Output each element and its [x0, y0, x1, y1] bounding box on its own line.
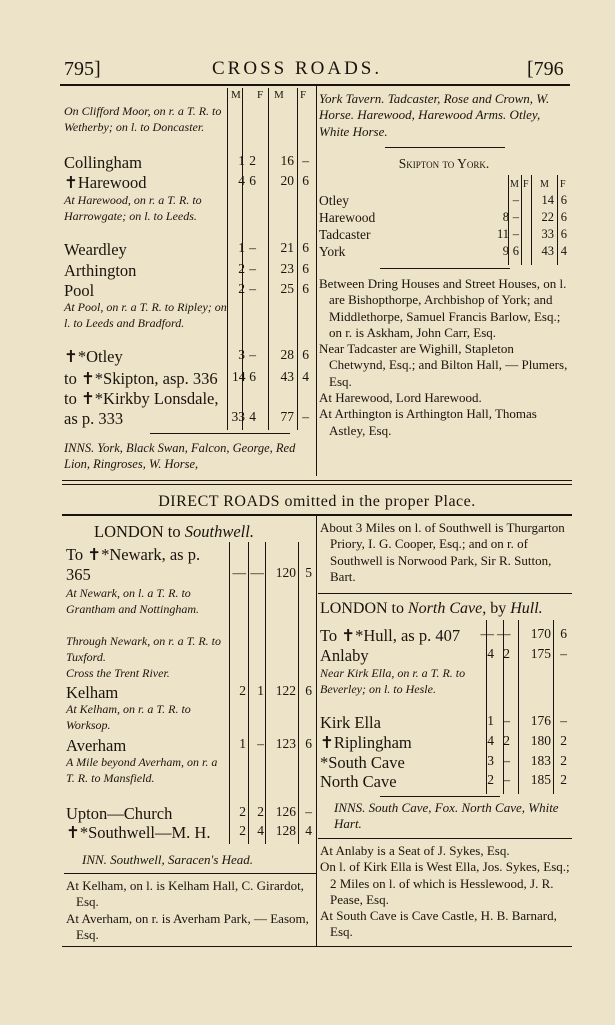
section-rule — [318, 838, 572, 839]
table-row: to ✝*Kirkby Lonsdale, as p. 333 33 4 77 – — [64, 389, 309, 428]
route-note: Cross the Trent River. — [66, 666, 170, 680]
place-name: Upton—Church — [66, 804, 173, 823]
table-row: Arthington 2 – 23 6 — [64, 261, 309, 280]
place-name: Harewood — [319, 210, 376, 225]
table-row: ✝Riplingham 4 2 180 2 — [320, 733, 567, 752]
place-name: Averham — [66, 736, 127, 755]
seats-text: At Anlaby is a Seat of J. Sykes, Esq. On l. of Kirk Ella is West Ella, Jos. Sykes, Esq.; 2 Miles on l. of which is Hesslewood, J. R. Pease, Esq. At South Cave is Cave Castle, H. B. Barnard, Esq. — [320, 843, 570, 940]
place-name: Collingham — [64, 153, 142, 172]
route-note: Through Newark, on r. a T. R. to Tuxford. — [66, 634, 222, 664]
section-rule — [150, 433, 290, 434]
table-row: Harewood 8 – 22 6 — [319, 210, 567, 225]
place-name: to ✝*Skipton, asp. 336 — [64, 369, 218, 388]
inns-text: INNS. South Cave, Fox. North Cave, White Hart. — [334, 800, 559, 832]
place-name: ✝*Southwell—M. H. — [66, 823, 211, 842]
table-row: Pool 2 – 25 6 — [64, 281, 309, 300]
col-heading-f: F — [300, 89, 307, 101]
route-title: LONDON to North Cave, by Hull. — [320, 600, 543, 617]
table-row: Anlaby 4 2 175 – — [320, 646, 567, 665]
center-rule — [316, 86, 317, 476]
table-row: ✝Harewood 4 6 20 6 — [64, 173, 309, 192]
right-page-number: [796 — [527, 58, 564, 80]
table-row: To ✝*Newark, as p. 365 — — 120 5 — [66, 545, 312, 584]
place-name: Pool — [64, 281, 95, 300]
place-name: Kirk Ella — [320, 713, 381, 732]
place-name: North Cave — [320, 772, 397, 791]
col-heading-m: M — [540, 179, 549, 190]
place-name: York — [319, 244, 346, 259]
table-row: Weardley 1 – 21 6 — [64, 240, 309, 259]
route-title: LONDON to Southwell. — [94, 522, 254, 541]
place-name: Otley — [319, 193, 349, 208]
section-rule — [64, 873, 316, 874]
table-row: to ✝*Skipton, asp. 336 14 6 43 4 — [64, 369, 309, 388]
place-name: Anlaby — [320, 646, 369, 665]
seats-text: At Kelham, on l. is Kelham Hall, C. Girardot, Esq. At Averham, on r. is Averham Park, — Easom, Esq. — [66, 878, 309, 942]
section-heading: DIRECT ROADS omitted in the proper Place. — [158, 493, 476, 510]
seats-text: About 3 Miles on l. of Southwell is Thurgarton Priory, I. G. Cooper, Esq.; and on r. of Southwell is Norwood Park, Sir R. Sutton, Bart. — [320, 520, 565, 584]
inn-text: INN. Southwell, Saracen's Head. — [82, 852, 254, 867]
col-heading-m: M — [274, 89, 284, 101]
table-row: Collingham 1 2 16 – — [64, 153, 309, 172]
place-name: ✝Harewood — [64, 173, 147, 192]
place-name: Weardley — [64, 240, 127, 259]
section-rule — [380, 268, 510, 269]
table-row: York 9 6 43 4 — [319, 244, 567, 259]
table-row: North Cave 2 – 185 2 — [320, 772, 567, 791]
inns-text: INNS. York, Black Swan, Falcon, George, Red Lion, Ringroses, W. Horse, — [64, 441, 296, 472]
table-row: Kelham 2 1 122 6 — [66, 683, 312, 702]
table-row: Averham 1 – 123 6 — [66, 736, 312, 755]
route-note: At Pool, on r. a T. R. to Ripley; on l. to Leeds and Bradford. — [64, 300, 227, 330]
table-row: ✝*Otley 3 – 28 6 — [64, 347, 309, 366]
place-name: To ✝*Hull, as p. 407 — [320, 626, 461, 645]
col-heading-m: M — [510, 179, 519, 190]
col-heading-m: M — [231, 89, 241, 101]
place-name: Kelham — [66, 683, 119, 702]
col-heading-f: F — [523, 179, 529, 190]
table-row: ✝*Southwell—M. H. 2 4 128 4 — [66, 823, 312, 842]
table-row: To ✝*Hull, as p. 407 — — 170 6 — [320, 626, 567, 645]
place-name: ✝*Otley — [64, 347, 123, 366]
seats-text: Between Dring Houses and Street Houses, on l. are Bishopthorpe, Archbishop of York; and Middlethorpe, Samuel Francis Barlow, Esq.; on r. is Askham, John Carr, Esq. Near Tadcaster are Wighill, Stapleton Chetwynd, Esq.; and Bilton Hall, — Plumers, Esq. At Harewood, Lord Harewood. At Arthington is Arthington Hall, Thomas Astley, Esq. — [319, 276, 568, 438]
route-note: Near Kirk Ella, on r. a T. R. to Beverley; on l. to Hesle. — [320, 666, 466, 696]
section-rule — [318, 593, 572, 594]
left-page-number: 795] — [64, 58, 101, 80]
route-note: At Kelham, on r. a T. R. to Worksop. — [66, 702, 191, 732]
route-title: Skipton to York. — [398, 156, 490, 171]
place-name: Arthington — [64, 261, 137, 280]
route-note: At Harewood, on r. a T. R. to Harrowgate; on l. to Leeds. — [64, 193, 202, 223]
bottom-rule — [62, 946, 572, 947]
center-rule — [316, 516, 317, 946]
header-rule — [60, 84, 570, 86]
table-row: Kirk Ella 1 – 176 – — [320, 713, 567, 732]
table-row: *South Cave 3 – 183 2 — [320, 753, 567, 772]
route-note: A Mile beyond Averham, on r. a T. R. to Mansfield. — [66, 755, 218, 785]
col-heading-f: F — [257, 89, 264, 101]
section-rule — [385, 147, 505, 148]
place-name: to ✝*Kirkby Lonsdale, as p. 333 — [64, 389, 219, 428]
col-heading-f: F — [560, 179, 566, 190]
route-note: On Clifford Moor, on r. a T. R. to Wetherby; on l. to Doncaster. — [64, 104, 222, 134]
page-title: CROSS ROADS. — [212, 58, 383, 79]
table-row: Upton—Church 2 2 126 – — [66, 804, 312, 823]
inns-continuation: York Tavern. Tadcaster, Rose and Crown, W. Horse. Harewood, Harewood Arms. Otley, White Horse. — [319, 91, 550, 139]
place-name: Tadcaster — [319, 227, 371, 242]
table-row: Otley – 14 6 — [319, 193, 567, 208]
section-rule — [380, 796, 500, 797]
place-name: *South Cave — [320, 753, 405, 772]
route-note: At Newark, on l. a T. R. to Grantham and Nottingham. — [66, 586, 200, 616]
place-name: ✝Riplingham — [320, 733, 412, 752]
table-row: Tadcaster 11 – 33 6 — [319, 227, 567, 242]
place-name: To ✝*Newark, as p. 365 — [66, 545, 201, 584]
